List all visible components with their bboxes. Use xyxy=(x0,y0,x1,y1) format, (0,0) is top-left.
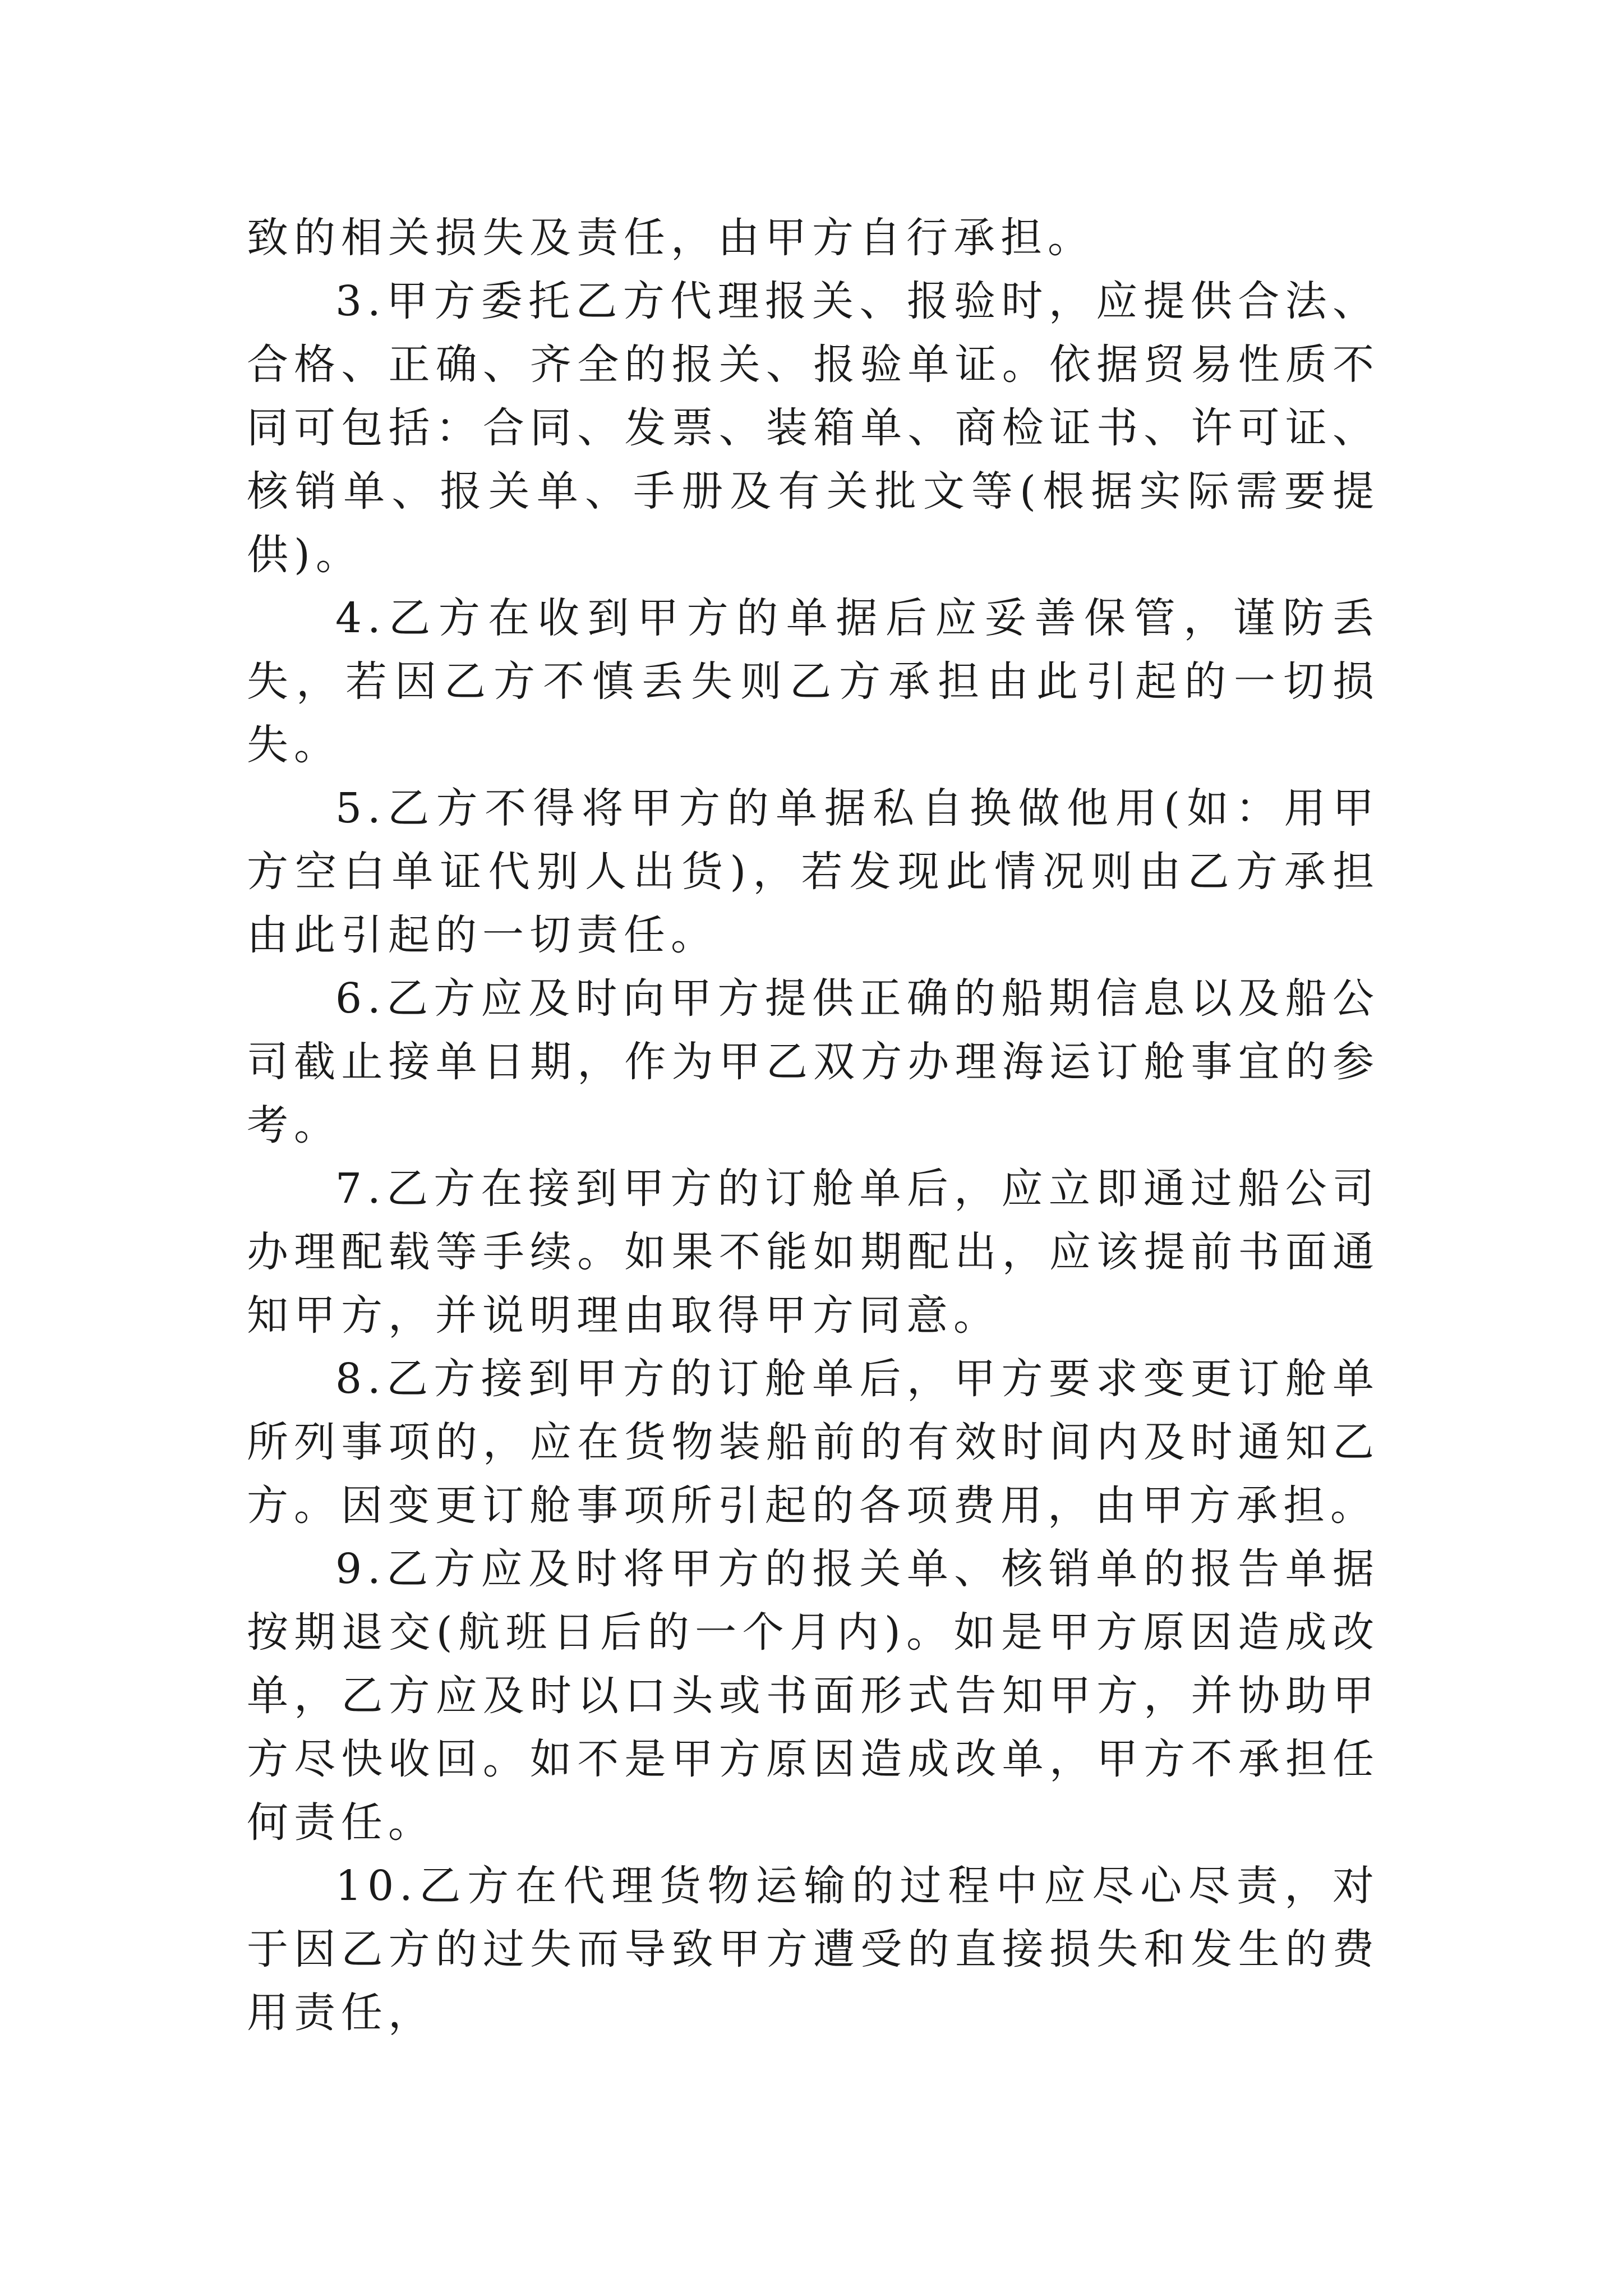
document-body xyxy=(247,206,1380,2045)
paragraph-clause-5: 5.乙方不得将甲方的单据私自换做他用(如：用甲方空白单证代别人出货)，若发现此情况则由乙方承担由此引起的一切责任。 xyxy=(247,784,1380,959)
paragraph-continuation: 致的相关损失及责任，由甲方自行承担。 xyxy=(247,214,1095,262)
paragraph-clause-4: 4.乙方在收到甲方的单据后应妥善保管，谨防丢失，若因乙方不慎丢失则乙方承担由此引起的一切损失。 xyxy=(247,594,1380,769)
paragraph-clause-6: 6.乙方应及时向甲方提供正确的船期信息以及船公司截止接单日期，作为甲乙双方办理海运订舱事宜的参考。 xyxy=(247,974,1380,1149)
paragraph-clause-10: 10.乙方在代理货物运输的过程中应尽心尽责，对于因乙方的过失而导致甲方遭受的直接损失和发生的费用责任， xyxy=(247,1862,1380,2037)
paragraph-clause-7: 7.乙方在接到甲方的订舱单后，应立即通过船公司办理配载等手续。如果不能如期配出，应该提前书面通知甲方，并说明理由取得甲方同意。 xyxy=(247,1165,1380,1340)
paragraph-clause-3: 3.甲方委托乙方代理报关、报验时，应提供合法、合格、正确、齐全的报关、报验单证。依据贸易性质不同可包括：合同、发票、装箱单、商检证书、许可证、核销单、报关单、手册及有关批文等(根据实际需要提供)。 xyxy=(247,277,1380,579)
paragraph-clause-9: 9.乙方应及时将甲方的报关单、核销单的报告单据按期退交(航班日后的一个月内)。如是甲方原因造成改单，乙方应及时以口头或书面形式告知甲方，并协助甲方尽快收回。如不是甲方原因造成改单，甲方不承担任何责任。 xyxy=(247,1545,1380,1847)
paragraph-clause-8: 8.乙方接到甲方的订舱单后，甲方要求变更订舱单所列事项的，应在货物装船前的有效时间内及时通知乙方。因变更订舱事项所引起的各项费用，由甲方承担。 xyxy=(247,1355,1380,1530)
